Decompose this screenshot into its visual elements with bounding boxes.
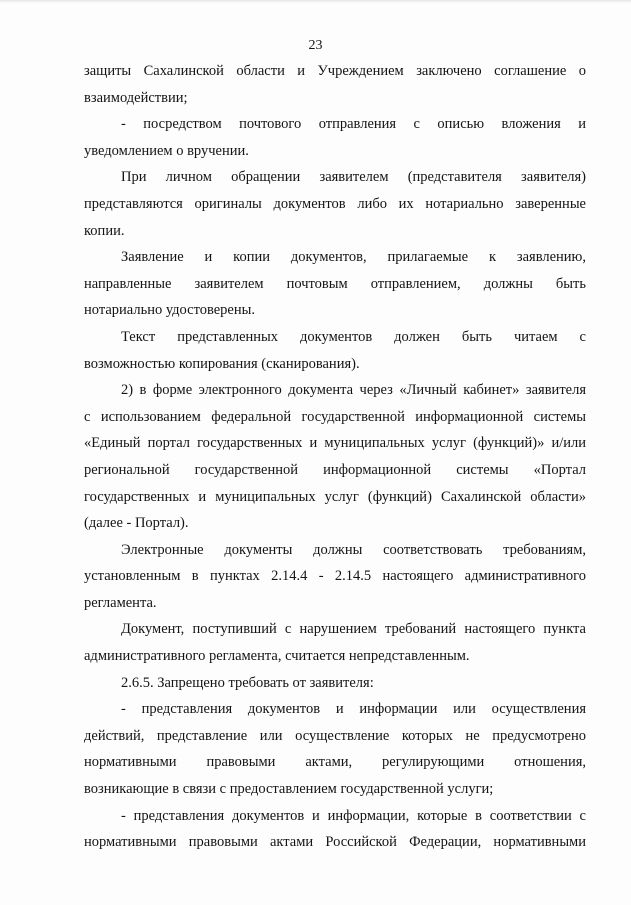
text-line: взаимодействии; <box>84 89 188 106</box>
text-line: Документ, поступивший с нарушением требований настоящего пункта <box>121 621 586 638</box>
text-line: - представления документов и информации, которые в соответствии с <box>121 807 586 824</box>
scan-edge <box>0 0 631 3</box>
text-line: возникающие в связи с предоставлением государственной услуги; <box>84 781 494 798</box>
text-line: Текст представленных документов должен быть читаем с <box>121 328 586 345</box>
text-line: государственных и муниципальных услуг (функций) Сахалинской области» <box>84 488 586 505</box>
text-line: представляются оригиналы документов либо их нотариально заверенные <box>84 195 586 212</box>
text-line: - посредством почтового отправления с описью вложения и <box>121 116 586 133</box>
text-line: нотариально удостоверены. <box>84 302 255 319</box>
page-number: 23 <box>308 38 323 53</box>
text-line: (далее - Портал). <box>84 515 189 532</box>
text-line: действий, представление или осуществление которых не предусмотрено <box>84 727 586 744</box>
document-body <box>84 63 586 861</box>
text-line: - представления документов и информации или осуществления <box>121 701 586 718</box>
text-line: нормативными правовыми актами Российской Федерации, нормативными <box>84 834 586 851</box>
text-line: При личном обращении заявителем (представителя заявителя) <box>121 169 586 186</box>
text-line: уведомлением о вручении. <box>84 142 249 159</box>
text-line: копии. <box>84 222 125 239</box>
text-line: с использованием федеральной государственной информационной системы <box>84 408 586 425</box>
text-line: возможностью копирования (сканирования). <box>84 355 360 372</box>
text-line: нормативными правовыми актами, регулирующими отношения, <box>84 754 586 771</box>
text-line: направленные заявителем почтовым отправлением, должны быть <box>84 275 586 292</box>
text-line: Заявление и копии документов, прилагаемые к заявлению, <box>121 249 586 266</box>
text-line: 2.6.5. Запрещено требовать от заявителя: <box>121 674 374 691</box>
text-line: установленным в пунктах 2.14.4 - 2.14.5 настоящего административного <box>84 568 586 585</box>
text-line: административного регламента, считается непредставленным. <box>84 648 470 665</box>
text-line: регламента. <box>84 594 157 611</box>
text-line: региональной государственной информационной системы «Портал <box>84 461 586 478</box>
text-line: защиты Сахалинской области и Учреждением заключено соглашение о <box>84 63 586 79</box>
text-line: «Единый портал государственных и муниципальных услуг (функций)» и/или <box>84 435 586 452</box>
text-line: 2) в форме электронного документа через «Личный кабинет» заявителя <box>121 382 586 399</box>
text-line: Электронные документы должны соответствовать требованиям, <box>121 541 586 558</box>
